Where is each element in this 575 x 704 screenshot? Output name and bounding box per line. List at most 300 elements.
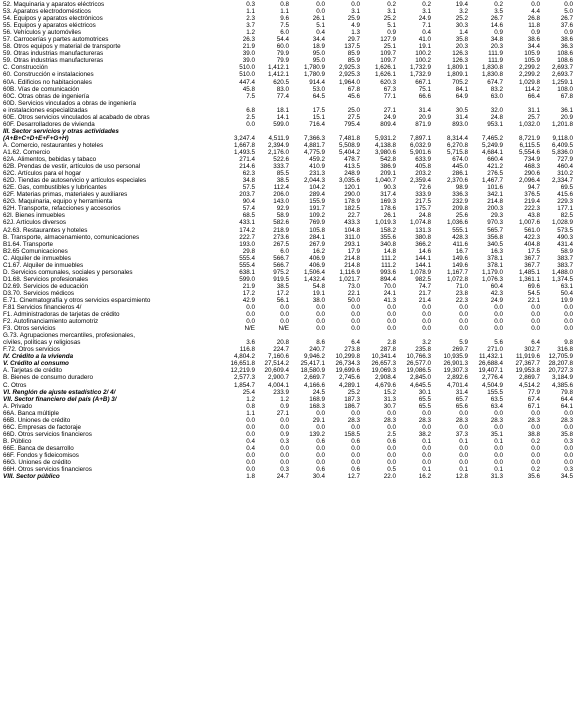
table-cell: 406.9 [309,254,325,262]
table-cell: 29.8 [242,247,255,255]
table-row [0,353,575,360]
table-cell: 9,946.2 [303,353,325,361]
table-cell: 290.0 [344,191,360,199]
table-cell: 24.5 [312,388,325,396]
table-cell: 716.4 [309,120,325,128]
table-cell: 0.0 [494,423,503,431]
table-cell: 0.0 [280,318,289,326]
table-cell: 90.3 [383,184,396,192]
table-cell: 0.0 [387,444,396,452]
table-cell: 4,289.1 [338,381,360,389]
table-cell: 34.4 [312,36,325,44]
table-cell: 64.5 [312,92,325,100]
table-cell: 3,184.9 [551,374,573,382]
table-cell: 413.5 [344,163,360,171]
row-label: 66F. Fondos y fideicomisos [3,452,79,459]
table-cell: 64.1 [560,402,573,410]
table-cell: 561.0 [524,226,540,234]
table-cell: 421.2 [487,163,503,171]
table-cell: 45.8 [242,85,255,93]
row-label: 55. Equipos y aparatos eléctricos [3,22,96,30]
table-cell: 104.2 [309,184,325,192]
table-cell: 5,836.0 [551,148,573,156]
table-cell: 302.7 [524,346,540,354]
row-label: 62G. Maquinaria, equipo y herramienta [3,198,113,206]
table-cell: 63.0 [490,92,503,100]
table-cell: 1,074.8 [409,219,431,227]
table-cell: 6,270.8 [446,141,468,149]
table-cell: 25.2 [347,388,360,396]
table-cell: 0.0 [280,416,289,424]
table-cell: 0.0 [280,304,289,312]
table-cell: 4,511.9 [268,134,289,142]
row-label: A1.62. Comercio [3,148,50,156]
table-cell: 38.5 [276,282,289,290]
table-cell: 28.3 [527,416,540,424]
table-cell: 25.2 [455,15,468,23]
table-cell: 169.3 [380,198,396,206]
table-cell: 340.8 [380,240,396,248]
table-row [0,403,575,410]
table-cell: 203.7 [239,191,255,199]
table-cell: 54.4 [276,36,289,44]
table-cell: 17.5 [312,106,325,114]
table-cell: 30.5 [455,106,468,114]
table-cell: 0.0 [387,318,396,326]
table-cell: 108.6 [557,57,573,65]
table-cell: 18.9 [312,43,325,51]
table-cell: 0.0 [459,423,468,431]
table-cell: 0.0 [531,423,540,431]
table-row [0,93,575,100]
table-cell: 90.4 [242,198,255,206]
table-cell: 5.1 [387,22,396,30]
table-cell: 0.9 [494,29,503,37]
table-cell: 0.6 [387,437,396,445]
table-cell: 0.0 [316,304,325,312]
table-cell: 0.0 [494,304,503,312]
table-cell: 25.6 [455,212,468,220]
table-cell: 0.0 [459,459,468,467]
table-cell: 7.5 [280,22,289,30]
table-cell: 26.8 [527,15,540,23]
table-cell: 599.0 [239,275,255,283]
table-cell: 0.0 [351,325,360,333]
table-cell: 380.8 [415,233,431,241]
table-cell: 222.3 [524,205,540,213]
table-row [0,114,575,121]
table-cell: 209.1 [380,170,396,178]
table-cell: 2.3 [246,15,255,23]
table-cell: 149.6 [452,261,468,269]
table-cell: 376.5 [524,191,540,199]
table-cell: 19.9 [560,296,573,304]
table-cell: 92.9 [276,205,289,213]
table-cell: 975.2 [273,268,289,276]
table-cell: 14.8 [383,247,396,255]
table-cell: 5,931.2 [374,134,396,142]
table-cell: 73.0 [347,282,360,290]
table-cell: 1,488.0 [551,268,573,276]
table-cell: 0.0 [564,311,573,319]
table-cell: 108.6 [557,50,573,58]
table-cell: 54.8 [312,282,325,290]
table-cell: 34.8 [490,36,503,44]
table-cell: 1,078.9 [409,268,431,276]
table-cell: 0.0 [246,304,255,312]
row-label: B. Transporte, almacenamiento, comunicaciones [3,233,140,241]
table-cell: 4,514.2 [518,381,540,389]
table-cell: 39.0 [242,50,255,58]
table-cell: 1.2 [246,29,255,37]
table-cell: 12,705.9 [548,353,573,361]
table-cell: 0.0 [246,423,255,431]
table-cell: 271.4 [239,156,255,164]
table-cell: 566.7 [273,254,289,262]
table-cell: 2,693.7 [551,64,573,72]
table-cell: N/E [278,325,289,333]
table-cell: 1,667.8 [233,141,255,149]
table-cell: 0.0 [387,325,396,333]
table-cell: 24.1 [383,289,396,297]
table-cell: 16,651.8 [230,360,255,368]
table-cell: 60.4 [490,282,503,290]
table-cell: 4,004.1 [267,381,289,389]
table-cell: 4,775.9 [303,148,325,156]
table-cell: 3.1 [387,8,396,16]
table-cell: 0.0 [494,325,503,333]
table-cell: 0.0 [564,409,573,417]
table-cell: 28.3 [560,416,573,424]
table-cell: 5.9 [459,339,468,347]
table-cell: 0.0 [316,8,325,16]
table-cell: 126.3 [452,57,468,65]
table-row [0,325,575,332]
table-cell: 108.0 [557,85,573,93]
table-cell: 5,249.9 [481,141,503,149]
table-cell: 25.1 [383,43,396,51]
table-cell: 0.0 [316,325,325,333]
table-cell: 155.5 [487,388,503,396]
table-row [0,234,575,241]
table-cell: 6.4 [351,339,360,347]
table-cell: 31.4 [455,113,468,121]
row-label: B. Bienes de consumo duradero [3,374,93,382]
row-label: VIII. Sector público [3,473,60,481]
table-cell: 83.2 [490,85,503,93]
table-row [0,191,575,198]
table-cell: 428.3 [452,233,468,241]
table-cell: 77.9 [527,388,540,396]
table-cell: 1.2 [280,395,289,403]
table-cell: 50.4 [560,289,573,297]
table-cell: 542.8 [380,156,396,164]
table-cell: 67.1 [527,402,540,410]
table-cell: 667.1 [415,78,431,86]
row-label: 62C. Artículos para el hogar [3,170,82,178]
table-row [0,22,575,29]
table-cell: 0.8 [246,402,255,410]
table-cell: 2,359.4 [409,177,431,185]
table-cell: 114.2 [524,85,540,93]
table-cell: 1,201.8 [551,120,573,128]
table-cell: 2,044.3 [303,177,325,185]
table-cell: 144.1 [415,254,431,262]
table-cell: 0.0 [316,423,325,431]
table-cell: 235.8 [415,346,431,354]
table-cell: 0.0 [316,409,325,417]
table-cell: 1.1 [246,8,255,16]
table-cell: 5,901.6 [409,148,431,156]
table-cell: 1,021.7 [338,275,360,283]
table-cell: 109.7 [380,57,396,65]
row-label: 60C. Otras obras de ingeniería [3,92,90,100]
row-label: A. Privado [3,402,33,410]
table-cell: 0.0 [351,452,360,459]
table-cell: 28.3 [455,416,468,424]
table-cell: 17.2 [242,289,255,297]
table-row [0,15,575,22]
table-cell: 0.2 [494,1,503,8]
table-row [0,163,575,170]
table-cell: 21.9 [242,282,255,290]
row-label: D2.69. Servicios de educación [3,282,89,290]
table-cell: 2,299.2 [518,64,540,72]
table-cell: 218.9 [273,226,289,234]
table-row [0,438,575,445]
table-cell: 871.9 [415,120,431,128]
table-cell: 422.3 [524,233,540,241]
table-cell: 0.0 [246,120,255,128]
table-cell: 0.6 [351,466,360,474]
table-row [0,1,575,8]
table-cell: 284.1 [309,233,325,241]
table-cell: 433.1 [239,219,255,227]
table-cell: 7,897.1 [409,134,431,142]
table-cell: 143.0 [273,198,289,206]
table-row [0,283,575,290]
row-label: C. Alquiler de inmuebles [3,254,71,262]
table-cell: 0.0 [280,423,289,431]
row-label: 57. Carrocerías y partes automotrices [3,36,109,44]
table-cell: 27,514.2 [264,360,289,368]
table-cell: 6.8 [246,106,255,114]
table-cell: 0.3 [280,466,289,474]
table-cell: 229.3 [557,198,573,206]
table-cell: 11,919.6 [515,353,540,361]
table-cell: 2,669.7 [303,374,325,382]
table-cell: 65.5 [418,395,431,403]
table-cell: 233.9 [273,388,289,396]
table-cell: 109.7 [380,50,396,58]
table-cell: 0.0 [246,466,255,474]
table-cell: 214.8 [344,254,360,262]
table-cell: 104.8 [344,226,360,234]
table-cell: 0.4 [246,444,255,452]
table-cell: 4,881.7 [303,141,325,149]
table-cell: 6,115.5 [519,141,540,149]
table-cell: 174.2 [239,226,255,234]
table-cell: 30.3 [455,22,468,30]
table-row [0,360,575,367]
table-cell: 24.8 [490,113,503,121]
table-row [0,156,575,163]
table-cell: 1,032.0 [518,120,540,128]
table-cell: 0.3 [280,437,289,445]
table-cell: 0.0 [531,1,540,8]
table-cell: 0.4 [246,437,255,445]
table-cell: 342.1 [487,191,503,199]
table-cell: 27.1 [383,106,396,114]
table-cell: 1,007.6 [518,219,540,227]
table-row [0,262,575,269]
table-cell: 0.1 [422,437,431,445]
table-cell: 2,577.3 [233,374,255,382]
row-label: 56. Vehículos y automóviles [3,29,82,37]
table-cell: 19.1 [418,43,431,51]
table-cell: 20.3 [490,43,503,51]
table-cell: 39.0 [242,57,255,65]
table-cell: 14.6 [418,247,431,255]
row-label: III. Sector servicios y otras actividades (A+B+C+D+E+F+G+H) [3,127,119,142]
table-cell: 126.3 [452,50,468,58]
table-cell: 267.9 [309,240,325,248]
row-label: 60E. Otros servicios vinculados al acabado de obras [3,113,150,121]
table-cell: 12.7 [347,473,360,481]
table-cell: 1,072.8 [446,275,468,283]
table-cell: 26,688.4 [478,360,503,368]
table-cell: 0.1 [422,466,431,474]
row-label: B. Público [3,437,32,445]
table-cell: 38.5 [276,177,289,185]
table-cell: 12.8 [455,473,468,481]
table-cell: 20.3 [455,43,468,51]
table-cell: 20.8 [276,339,289,347]
row-label: F1. Administradoras de tarjetas de crédito [3,311,120,319]
table-cell: 3.1 [422,8,431,16]
table-cell: 26.1 [383,212,396,220]
table-cell: 0.0 [564,318,573,326]
table-cell: 79.9 [276,50,289,58]
table-cell: 84.1 [455,85,468,93]
table-cell: 26.7 [490,15,503,23]
table-cell: 111.9 [488,57,503,65]
table-cell: 37.3 [455,430,468,438]
row-label: V. Crédito al consumo [3,360,69,368]
table-cell: 21.7 [418,289,431,297]
table-cell: 411.6 [452,240,468,248]
table-cell: 26.1 [312,15,325,23]
table-cell: 111.2 [381,254,396,262]
table-cell: 333.9 [415,191,431,199]
row-label: 54. Equipos y aparatos electrónicos [3,15,103,23]
table-cell: 19.1 [312,289,325,297]
table-cell: 28.3 [347,416,360,424]
table-cell: 993.6 [380,268,396,276]
table-cell: 224.7 [273,346,289,354]
table-cell: 25.2 [383,15,396,23]
row-label: 62B. Prendas de vestir, artículos de uso personal [3,163,141,171]
table-cell: 0.0 [387,304,396,312]
table-cell: 83.0 [276,85,289,93]
table-cell: 65.5 [418,402,431,410]
table-cell: 3,035.6 [338,177,360,185]
row-label: 66A. Banca múltiple [3,409,60,417]
table-row [0,121,575,128]
table-cell: 0.0 [564,423,573,431]
table-cell: 2,096.4 [518,177,540,185]
table-cell: 248.9 [344,170,360,178]
table-cell: 85.9 [347,50,360,58]
table-cell: 26,577.0 [406,360,431,368]
table-row [0,43,575,50]
table-cell: 35.1 [490,430,503,438]
table-row [0,431,575,438]
table-cell: 158.5 [344,430,360,438]
table-cell: 69.5 [560,184,573,192]
table-cell: 85.5 [276,170,289,178]
table-cell: 19,699.6 [335,367,360,375]
table-cell: 98.9 [455,184,468,192]
table-cell: 0.0 [459,409,468,417]
table-cell: 1,167.7 [446,268,468,276]
table-row [0,57,575,64]
table-cell: 0.0 [316,311,325,319]
table-cell: 4,701.4 [446,381,468,389]
table-cell: 310.2 [557,170,573,178]
table-cell: 1,412.1 [267,64,289,72]
table-cell: 410.9 [309,163,325,171]
table-cell: 24.7 [276,473,289,481]
table-cell: 0.0 [387,459,396,467]
table-cell: 2,334.7 [551,177,573,185]
table-cell: 32.0 [490,106,503,114]
table-cell: 57.4 [242,205,255,213]
table-cell: 34.8 [242,177,255,185]
table-cell: 0.4 [422,29,431,37]
table-cell: 3,247.4 [233,134,255,142]
table-cell: 100.2 [415,50,431,58]
table-cell: 2.5 [246,113,255,121]
table-cell: 63.5 [490,395,503,403]
table-cell: 406.9 [309,261,325,269]
table-cell: 0.1 [494,466,503,474]
table-row [0,332,575,346]
table-cell: 5,715.8 [446,148,468,156]
table-cell: 0.0 [531,409,540,417]
table-cell: 0.0 [351,318,360,326]
table-cell: 28,207.8 [548,360,573,368]
table-cell: 333.7 [273,163,289,171]
table-cell: 0.6 [351,437,360,445]
table-cell: 0.3 [564,466,573,474]
table-cell: 445.0 [452,163,468,171]
table-cell: 3.2 [422,339,431,347]
table-cell: 582.6 [273,219,289,227]
table-cell: 4,684.1 [481,148,503,156]
table-cell: 217.5 [415,198,431,206]
table-cell: 19,069.3 [371,367,396,375]
table-cell: 0.0 [246,459,255,467]
table-cell: 0.0 [459,444,468,452]
table-cell: 6.0 [280,29,289,37]
table-cell: 17.2 [276,289,289,297]
table-cell: 111.2 [381,261,396,269]
table-cell: 54.5 [527,289,540,297]
table-cell: 4,804.2 [233,353,255,361]
table-cell: 9.6 [280,15,289,23]
table-cell: 58.9 [560,247,573,255]
